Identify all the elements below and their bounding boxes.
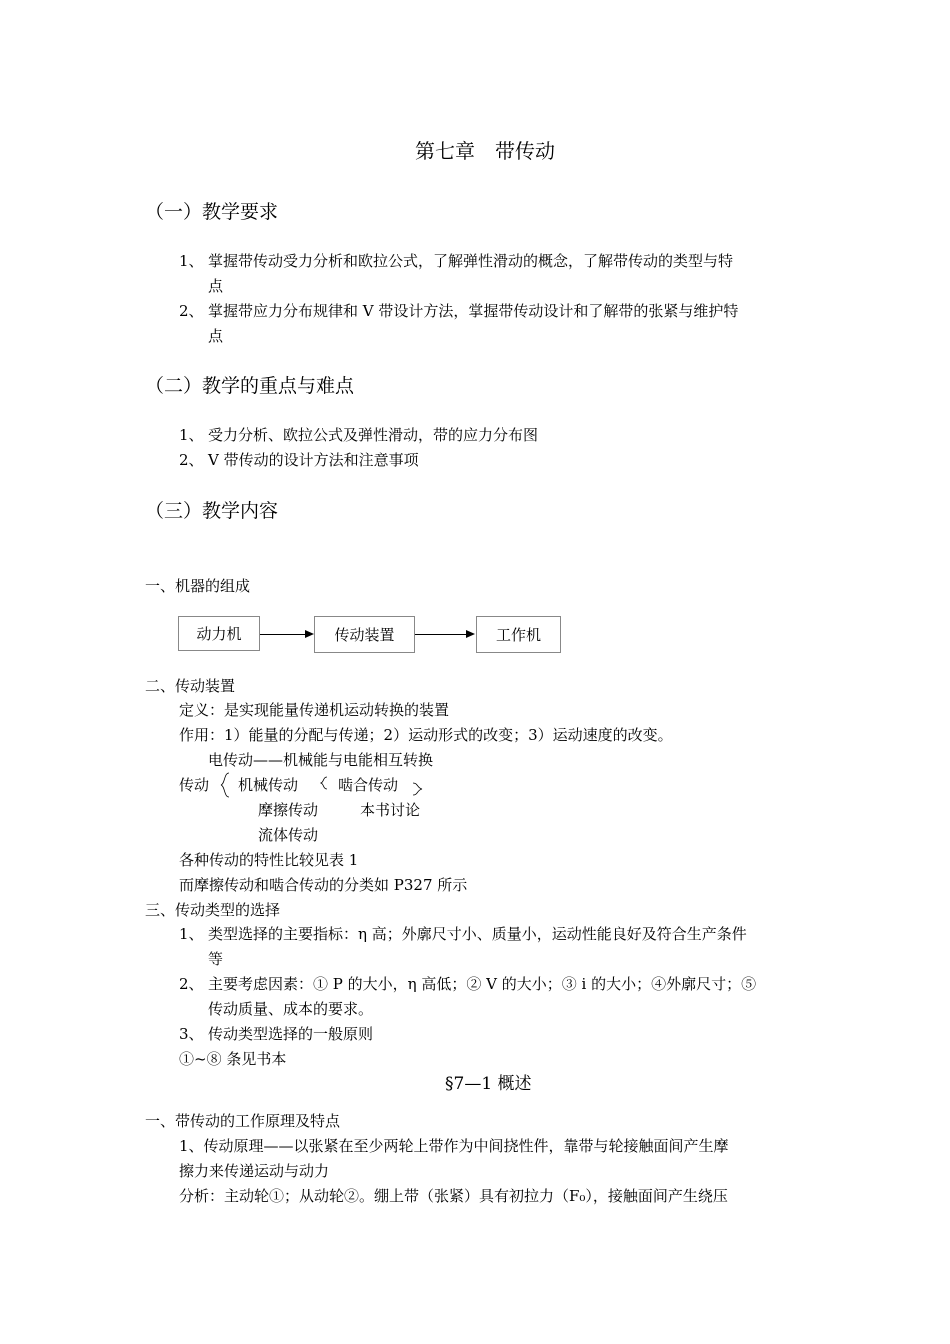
list-item-text: 等 — [208, 950, 224, 968]
flow-box-transmission — [314, 616, 415, 653]
left-brace-icon — [320, 776, 328, 790]
selection-note: ①~⑧ 条见书本 — [179, 1050, 287, 1068]
list-item-text: 点 — [208, 277, 224, 295]
list-number: 2、 — [179, 451, 204, 469]
overview-title: 一、带传动的工作原理及特点 — [145, 1112, 341, 1130]
list-item-text: 传动质量、成本的要求。 — [208, 1000, 374, 1018]
arrow-right-icon — [305, 630, 314, 638]
list-number: 3、 — [179, 1025, 204, 1043]
selection-title: 三、传动类型的选择 — [145, 901, 281, 919]
flow-box-label: 动力机 — [196, 625, 242, 643]
right-brace-icon — [412, 782, 424, 796]
list-item-text: 受力分析、欧拉公式及弹性滑动，带的应力分布图 — [208, 426, 539, 444]
list-number: 2、 — [179, 975, 204, 993]
left-brace-icon — [220, 772, 230, 798]
section-heading-content: （三）教学内容 — [145, 500, 279, 522]
tree-book-note: 本书讨论 — [360, 801, 421, 819]
list-item-text: 类型选择的主要指标：η 高；外廓尺寸小、质量小，运动性能良好及符合生产条件 — [208, 925, 747, 943]
overview-heading: §7—1 概述 — [445, 1074, 532, 1094]
flow-arrow-line — [260, 634, 306, 635]
arrow-right-icon — [466, 630, 475, 638]
list-item-text: 主要考虑因素：① P 的大小，η 高低；② V 的大小；③ i 的大小；④外廓尺寸；⑤ — [208, 975, 757, 993]
tree-mechanical: 机械传动 — [238, 776, 299, 794]
flow-box-power — [178, 616, 260, 651]
list-item-text: 点 — [208, 327, 224, 345]
list-item-text: 掌握带应力分布规律和 V 带设计方法，掌握带传动设计和了解带的张紧与维护特 — [208, 302, 739, 320]
section-heading-requirements: （一）教学要求 — [145, 201, 279, 223]
transmission-function: 作用：1）能量的分配与传递；2）运动形式的改变；3）运动速度的改变。 — [179, 726, 673, 744]
transmission-title: 二、传动装置 — [145, 677, 236, 695]
chapter-title: 第七章 带传动 — [415, 139, 555, 163]
transmission-classify: 而摩擦传动和啮合传动的分类如 P327 所示 — [179, 876, 468, 894]
flow-box-working — [476, 616, 561, 653]
overview-analysis: 分析：主动轮①；从动轮②。绷上带（张紧）具有初拉力（F₀），接触面间产生绕压 — [179, 1187, 728, 1205]
tree-meshing: 啮合传动 — [338, 776, 399, 794]
tree-friction: 摩擦传动 — [258, 801, 319, 819]
tree-root: 传动 — [179, 776, 210, 794]
flow-box-label: 工作机 — [495, 626, 541, 644]
list-number: 1、 — [179, 426, 204, 444]
list-item-text: V 带传动的设计方法和注意事项 — [208, 451, 419, 469]
list-item-text: 掌握带传动受力分析和欧拉公式，了解弹性滑动的概念，了解带传动的类型与特 — [208, 252, 734, 270]
tree-electric: 电传动——机械能与电能相互转换 — [208, 751, 434, 769]
flow-box-label: 传动装置 — [334, 626, 395, 644]
transmission-definition: 定义：是实现能量传递机运动转换的装置 — [179, 701, 450, 719]
overview-principle: 1、传动原理——以张紧在至少两轮上带作为中间挠性件，靠带与轮接触面间产生摩 — [179, 1137, 729, 1155]
overview-principle: 擦力来传递运动与动力 — [179, 1162, 330, 1180]
transmission-compare: 各种传动的特性比较见表 1 — [179, 851, 359, 869]
list-number: 2、 — [179, 302, 204, 320]
list-item-text: 传动类型选择的一般原则 — [208, 1025, 374, 1043]
list-number: 1、 — [179, 925, 204, 943]
section-heading-key-points: （二）教学的重点与难点 — [145, 375, 355, 397]
tree-fluid: 流体传动 — [258, 826, 319, 844]
machine-title: 一、机器的组成 — [145, 577, 251, 595]
flow-arrow-line — [415, 634, 467, 635]
list-number: 1、 — [179, 252, 204, 270]
